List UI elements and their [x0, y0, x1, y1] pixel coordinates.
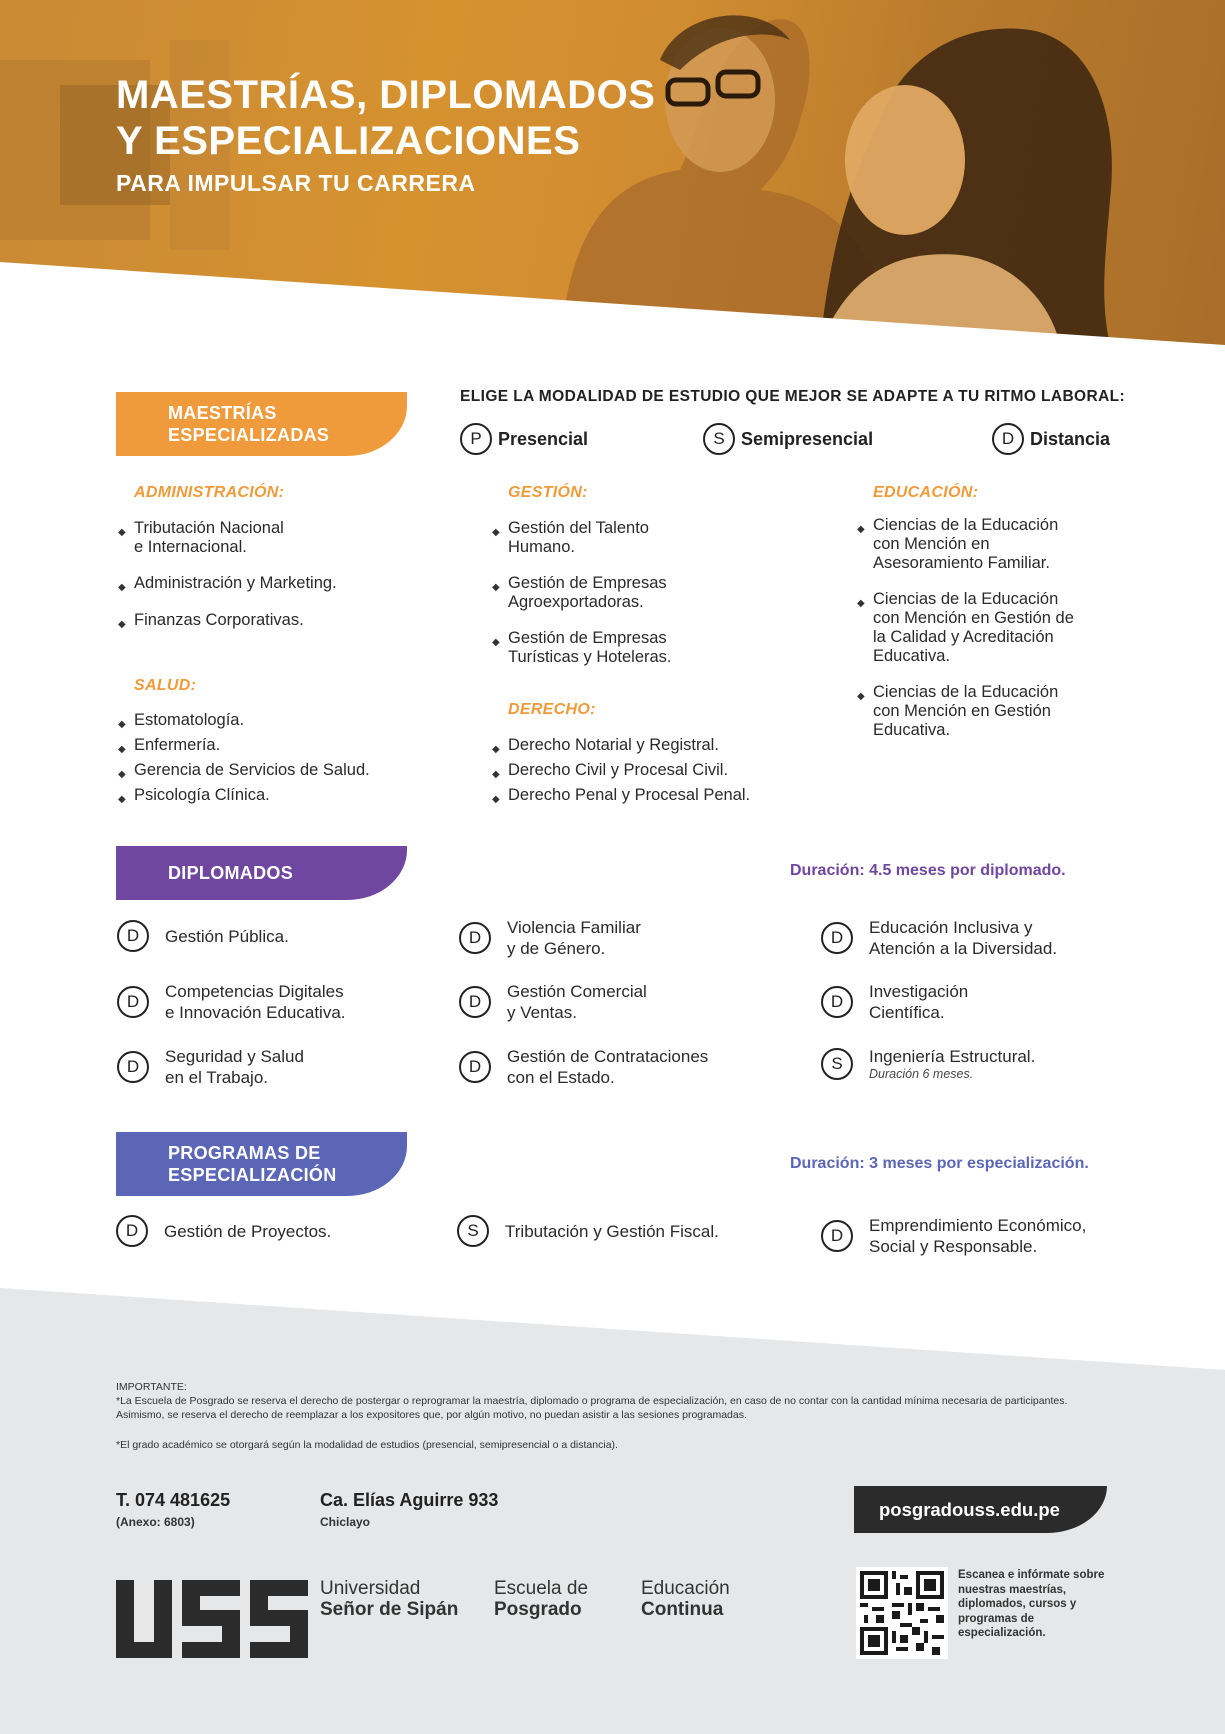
semipresencial-icon: S [821, 1048, 853, 1080]
list-item: Turísticas y Hoteleras. [508, 648, 672, 666]
distancia-icon: D [116, 1215, 148, 1247]
bullet-icon: ◆ [857, 691, 865, 702]
list-item: ◆ Gerencia de Servicios de Salud. [116, 761, 370, 780]
bullet-icon: ◆ [118, 769, 126, 780]
distancia-icon: D [117, 986, 149, 1018]
qr-code[interactable] [856, 1567, 948, 1659]
program-item: D Gestión Comercial y Ventas. [459, 981, 647, 1023]
list-item: ◆ Estomatología. [116, 711, 370, 730]
list-item: ◆ Ciencias de la Educación [855, 590, 1074, 609]
list-item: Educativa. [873, 721, 951, 739]
phone-annex: (Anexo: 6803) [116, 1515, 195, 1529]
hero-banner [0, 0, 1225, 345]
bullet-icon: ◆ [118, 794, 126, 805]
list-item: Agroexportadoras. [508, 593, 644, 611]
bullet-icon: ◆ [492, 637, 500, 648]
especializacion-duration: Duración: 3 meses por especialización. [790, 1155, 1089, 1172]
list-item: con Mención en [873, 535, 990, 553]
important-notice: IMPORTANTE: *La Escuela de Posgrado se reserva el derecho de postergar o reprogramar la maestría, diplomado o programa de especialización, en caso de no contar con la cantidad mínima necesaria de participantes. Asimismo, se reserva el derecho de reemplazar a los expositores que, por algún motivo, no puedan asistir a las sesiones programadas. [116, 1381, 1068, 1421]
category-gestion: GESTIÓN: [508, 484, 588, 501]
address: Ca. Elías Aguirre 933 [320, 1490, 499, 1510]
list-item: Educativa. [873, 647, 951, 665]
semipresencial-icon: S [457, 1215, 489, 1247]
list-item: con Mención en Gestión [873, 702, 1051, 720]
especializacion-section-tab: PROGRAMAS DE ESPECIALIZACIÓN [116, 1132, 407, 1196]
list-item: ◆ Gestión de Empresas [490, 574, 672, 593]
phone-number: T. 074 481625 [116, 1490, 231, 1510]
bullet-icon: ◆ [118, 582, 126, 593]
list-item: e Internacional. [134, 538, 247, 556]
distancia-icon: D [459, 922, 491, 954]
list-item: ◆ Enfermería. [116, 736, 370, 755]
modality-semipresencial: S Semipresencial [703, 423, 873, 455]
brand-universidad: Universidad Señor de Sipán [320, 1578, 459, 1620]
bullet-icon: ◆ [492, 769, 500, 780]
list-item: la Calidad y Acreditación [873, 628, 1054, 646]
distancia-icon: D [821, 922, 853, 954]
list-item: Humano. [508, 538, 575, 556]
bullet-icon: ◆ [492, 744, 500, 755]
program-item: D Seguridad y Salud en el Trabajo. [117, 1046, 304, 1088]
bullet-icon: ◆ [118, 744, 126, 755]
program-item: D Investigación Científica. [821, 981, 968, 1023]
list-item: ◆ Derecho Penal y Procesal Penal. [490, 786, 750, 805]
page-subtitle: PARA IMPULSAR TU CARRERA [116, 170, 476, 196]
bullet-icon: ◆ [492, 527, 500, 538]
program-item: D Educación Inclusiva y Atención a la Diversidad. [821, 917, 1057, 959]
program-item: D Competencias Digitales e Innovación Educativa. [117, 981, 346, 1023]
program-item: D Gestión de Contrataciones con el Estado. [459, 1046, 708, 1088]
distancia-icon: D [821, 1220, 853, 1252]
modality-distancia: D Distancia [992, 423, 1110, 455]
program-item: D Emprendimiento Económico, Social y Responsable. [821, 1215, 1086, 1257]
page-title: MAESTRÍAS, DIPLOMADOS Y ESPECIALIZACIONES [116, 73, 656, 163]
bullet-icon: ◆ [492, 794, 500, 805]
brand-escuela: Escuela de Posgrado [494, 1578, 589, 1620]
website-link[interactable]: posgradouss.edu.pe [854, 1486, 1107, 1533]
list-item: ◆ Finanzas Corporativas. [116, 611, 337, 630]
bullet-icon: ◆ [118, 527, 126, 538]
category-derecho: DERECHO: [508, 701, 596, 718]
list-item: ◆ Ciencias de la Educación [855, 683, 1074, 702]
distancia-icon: D [459, 1051, 491, 1083]
list-item: ◆ Derecho Civil y Procesal Civil. [490, 761, 750, 780]
list-item: ◆ Administración y Marketing. [116, 574, 337, 593]
program-item: S Tributación y Gestión Fiscal. [457, 1215, 719, 1247]
distancia-icon: D [117, 1051, 149, 1083]
category-salud: SALUD: [134, 677, 197, 694]
presencial-icon: P [460, 423, 492, 455]
category-educacion: EDUCACIÓN: [873, 484, 979, 501]
distancia-icon: D [459, 986, 491, 1018]
semipresencial-icon: S [703, 423, 735, 455]
program-item: D Gestión de Proyectos. [116, 1215, 331, 1247]
grade-note: *El grado académico se otorgará según la modalidad de estudios (presencial, semipresencial o a distancia). [116, 1439, 618, 1451]
distancia-icon: D [992, 423, 1024, 455]
bullet-icon: ◆ [857, 598, 865, 609]
program-item: D Gestión Pública. [117, 920, 289, 952]
category-administracion: ADMINISTRACIÓN: [134, 484, 285, 501]
list-item: ◆ Tributación Nacional [116, 519, 337, 538]
diplomados-section-tab: DIPLOMADOS [116, 846, 407, 900]
city: Chiclayo [320, 1515, 371, 1529]
list-item: ◆ Derecho Notarial y Registral. [490, 736, 750, 755]
bullet-icon: ◆ [118, 619, 126, 630]
gestion-list [490, 519, 672, 667]
maestrias-section-tab: MAESTRÍAS ESPECIALIZADAS [116, 392, 407, 456]
derecho-list [490, 736, 750, 805]
administracion-list [116, 519, 337, 630]
uss-logo [116, 1580, 308, 1660]
qr-caption: Escanea e infórmate sobre nuestras maestrías, diplomados, cursos y programas de especialización. [958, 1569, 1105, 1639]
bullet-icon: ◆ [118, 719, 126, 730]
program-item: D Violencia Familiar y de Género. [459, 917, 641, 959]
brand-educacion: Educación Continua [641, 1578, 730, 1620]
modality-heading: ELIGE LA MODALIDAD DE ESTUDIO QUE MEJOR SE ADAPTE A TU RITMO LABORAL: [460, 388, 1126, 405]
distancia-icon: D [821, 986, 853, 1018]
educacion-list [855, 516, 1074, 740]
diplomados-duration: Duración: 4.5 meses por diplomado. [790, 862, 1066, 879]
salud-list [116, 711, 370, 805]
list-item: ◆ Ciencias de la Educación [855, 516, 1074, 535]
list-item: ◆ Psicología Clínica. [116, 786, 370, 805]
list-item: ◆ Gestión de Empresas [490, 629, 672, 648]
list-item: con Mención en Gestión de [873, 609, 1074, 627]
list-item: ◆ Gestión del Talento [490, 519, 672, 538]
program-item: S Ingeniería Estructural. Duración 6 meses. [821, 1046, 1035, 1082]
modality-presencial: P Presencial [460, 423, 588, 455]
bullet-icon: ◆ [857, 524, 865, 535]
list-item: Asesoramiento Familiar. [873, 554, 1050, 572]
distancia-icon: D [117, 920, 149, 952]
bullet-icon: ◆ [492, 582, 500, 593]
